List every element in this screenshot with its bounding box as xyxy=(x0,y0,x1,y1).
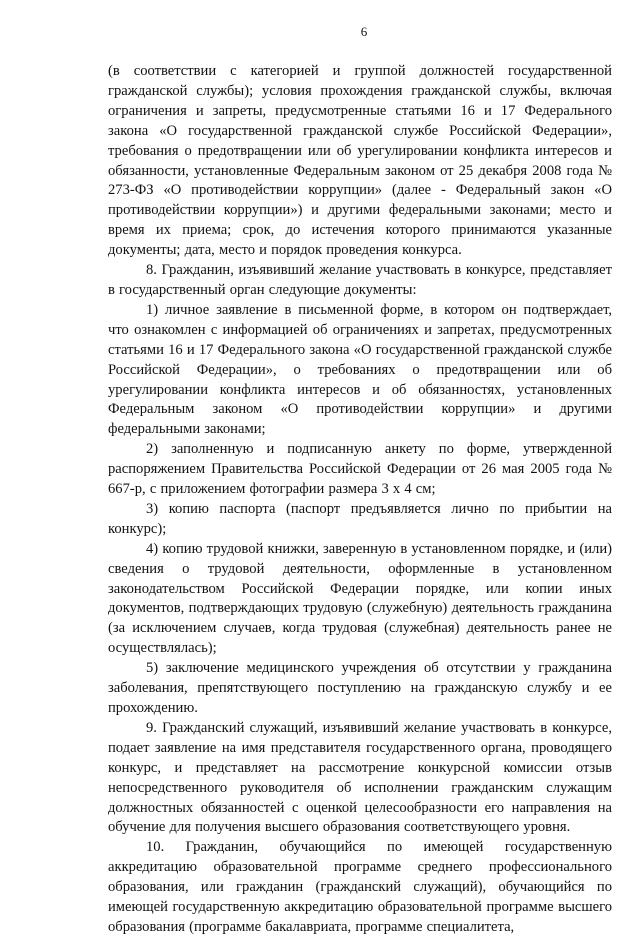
paragraph-item-9: 9. Гражданский служащий, изъявивший желание участвовать в конкурсе, подает заявление на имя представителя государственного органа, проводящего конкурс, и представляет на рассмотрение конкурсной комиссии отзыв непосредственного руководителя об исполнении гражданским служащим должностных обязанностей с оценкой целесообразности его направления на обучение для получения высшего образования соответствующего уровня. xyxy=(108,719,612,836)
paragraph-subitem-4: 4) копию трудовой книжки, заверенную в установленном порядке, и (или) сведения о трудовой деятельности, оформленные в установленном законодательством Российской Федерации порядке, или копии иных документов, подтверждающих трудовую (служебную) деятельность гражданина (за исключением случаев, когда трудовая (служебная) деятельность ранее не осуществлялась); xyxy=(108,540,612,657)
paragraph-subitem-5: 5) заключение медицинского учреждения об отсутствии у гражданина заболевания, препятствующего поступлению на гражданскую службу и ее прохождению. xyxy=(108,660,612,716)
paragraph-subitem-3: 3) копию паспорта (паспорт предъявляется лично по прибытии на конкурс); xyxy=(108,500,612,537)
page-number: 6 xyxy=(360,24,368,39)
paragraph-item-8: 8. Гражданин, изъявивший желание участвовать в конкурсе, представляет в государственный орган следующие документы: xyxy=(108,262,612,298)
paragraph-subitem-1: 1) личное заявление в письменной форме, в котором он подтверждает, что ознакомлен с информацией об ограничениях и запретах, предусмотренных статьями 16 и 17 Федерального закона «О государственной гражданской службе Российской Федерации», о требованиях о предотвращении или об урегулировании конфликта интересов и об обязанностях, установленных Федеральным законом «О противодействии коррупции» и другими федеральными законами; xyxy=(108,301,612,438)
paragraph-item-10: 10. Гражданин, обучающийся по имеющей государственную аккредитацию образовательной программе среднего профессионального образования, или гражданин (гражданский служащий), обучающийся по имеющей государственную аккредитацию образовательной программе высшего образования (программе бакалавриата, программе специалитета, xyxy=(108,839,612,935)
paragraph-subitem-2: 2) заполненную и подписанную анкету по форме, утвержденной распоряжением Правительства Российской Федерации от 26 мая 2005 года № 667-р, с приложением фотографии размера 3 х 4 см; xyxy=(108,441,612,498)
paragraph-intro-continuation: (в соответствии с категорией и группой должностей государственной гражданской службы); условия прохождения гражданской службы, включая ограничения и запреты, предусмотренные статьями 16 и 17 Федерального закона «О государственной гражданской службе Российской Федерации», требования о предотвращении или об урегулировании конфликта интересов и обязанности, установленные Федеральным законом от 25 декабря 2008 года № 273-ФЗ «О противодействии коррупции» (далее - Федеральный закон «О противодействии коррупции») и другими федеральными законами; место и время их приема; срок, до истечения которого принимаются указанные документы; дата, место и порядок проведения конкурса. xyxy=(108,63,612,259)
document-body xyxy=(108,62,612,938)
